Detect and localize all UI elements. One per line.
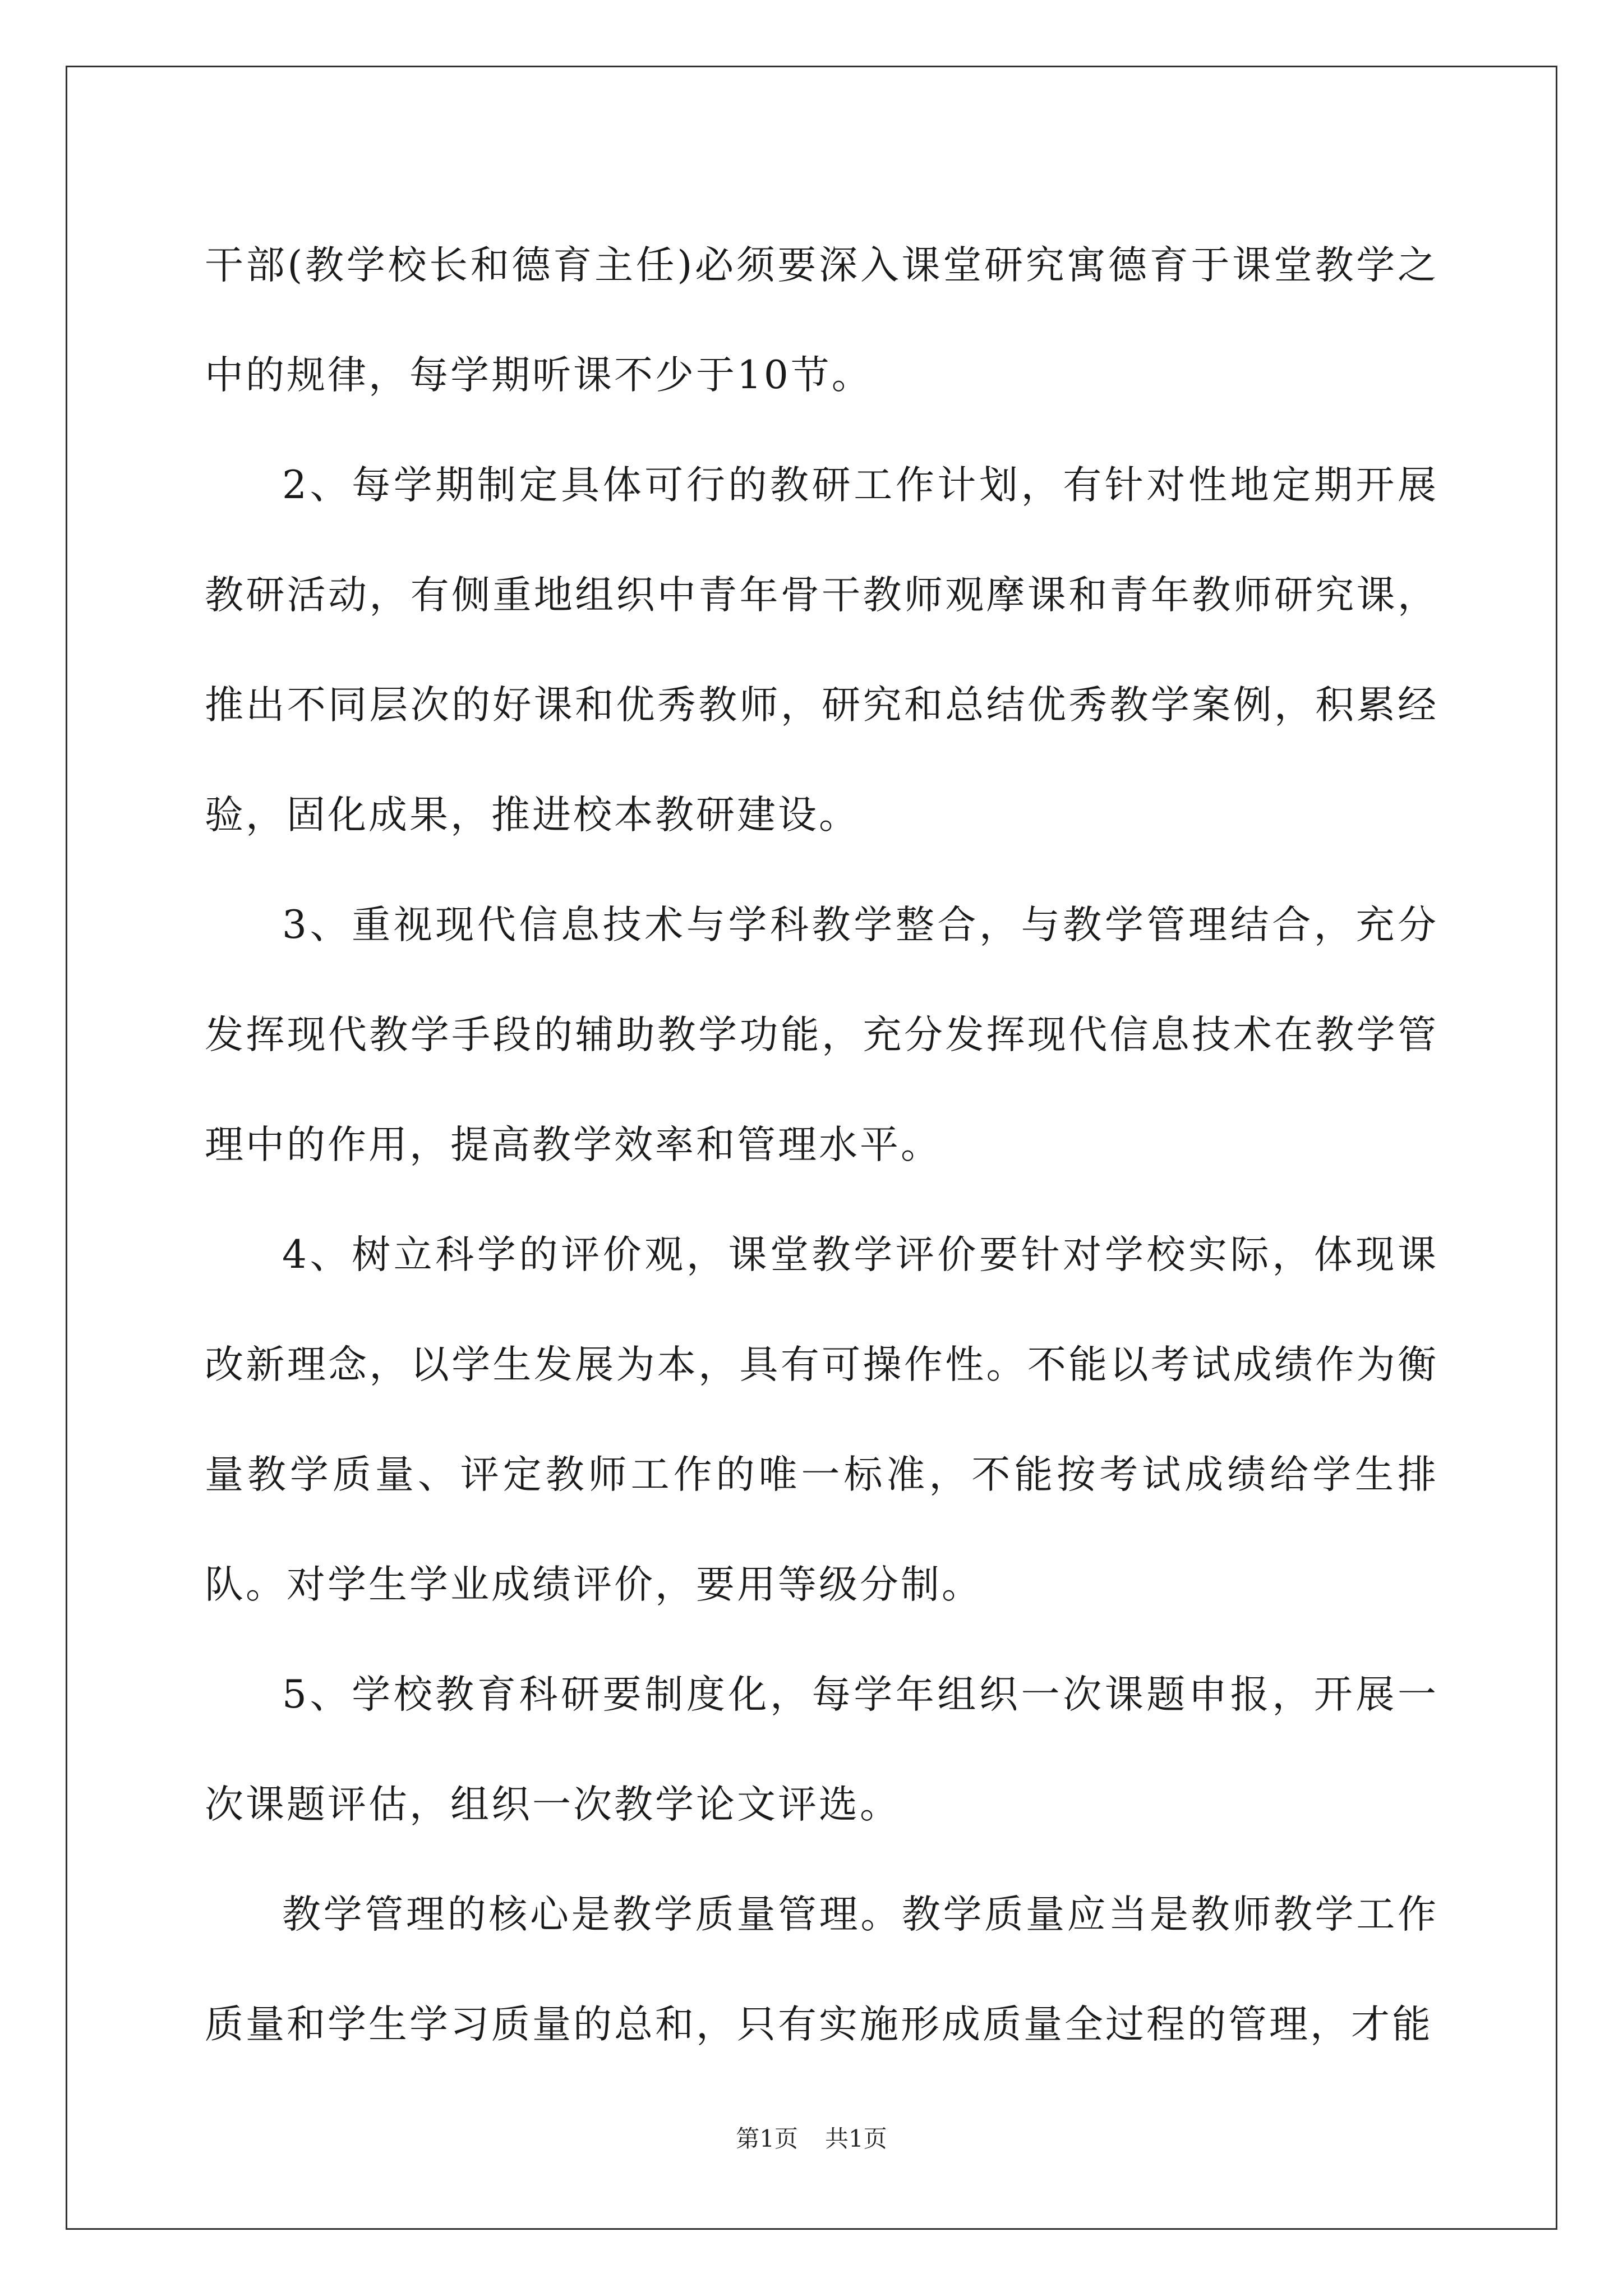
paragraph-1: 干部(教学校长和德育主任)必须要深入课堂研究寓德育于课堂教学之中的规律，每学期听课不少于10节。 — [205, 243, 1438, 398]
paragraph-4: 4、树立科学的评价观，课堂教学评价要针对学校实际，体现课改新理念，以学生发展为本，具有可操作性。不能以考试成绩作为衡量教学质量、评定教师工作的唯一标准，不能按考试成绩给学生排队。对学生学业成绩评价，要用等级分制。 — [205, 1232, 1438, 1607]
paragraph-2: 2、每学期制定具体可行的教研工作计划，有针对性地定期开展教研活动，有侧重地组织中青年骨干教师观摩课和青年教师研究课，推出不同层次的好课和优秀教师，研究和总结优秀教学案例，积累经验，固化成果，推进校本教研建设。 — [205, 463, 1438, 838]
document-body — [205, 210, 1438, 2079]
paragraph-3: 3、重视现代信息技术与学科教学整合，与教学管理结合，充分发挥现代教学手段的辅助教学功能，充分发挥现代信息技术在教学管理中的作用，提高教学效率和管理水平。 — [205, 903, 1438, 1167]
paragraph-5: 5、学校教育科研要制度化，每学年组织一次课题申报，开展一次课题评估，组织一次教学论文评选。 — [205, 1672, 1438, 1827]
page-footer — [0, 2120, 1623, 2154]
paragraph-6: 教学管理的核心是教学质量管理。教学质量应当是教师教学工作质量和学生学习质量的总和，只有实施形成质量全过程的管理，才能 — [205, 1892, 1438, 2047]
page-total: 共1页 — [825, 2125, 887, 2152]
page-number: 第1页 — [736, 2125, 798, 2152]
